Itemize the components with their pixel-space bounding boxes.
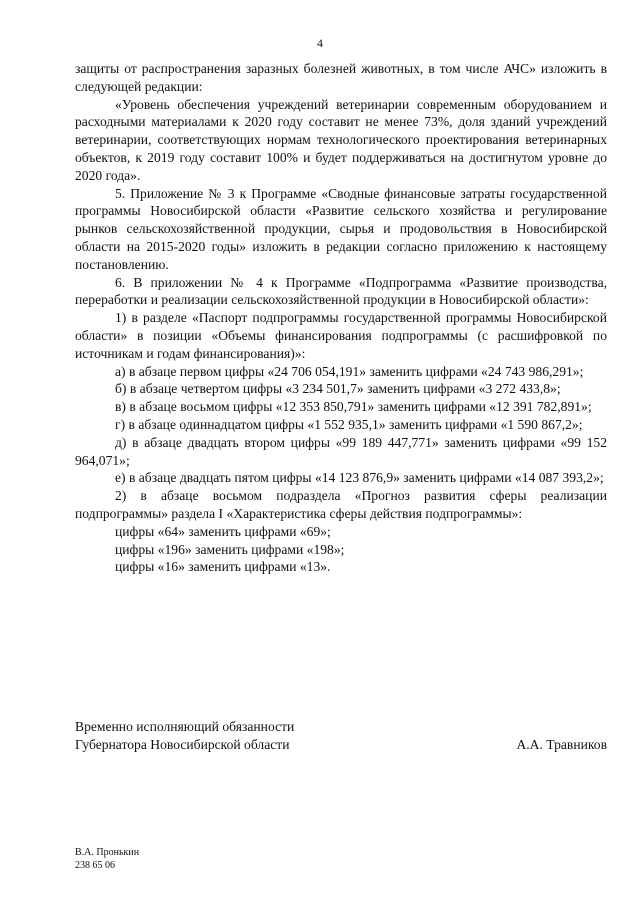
paragraph: 1) в разделе «Паспорт подпрограммы государственной программы Новосибирской области» в позиции «Объемы финансирования подпрограммы (с расшифровкой по источникам и годам финансирования)»: bbox=[75, 310, 607, 361]
paragraph: «Уровень обеспечения учреждений ветеринарии современным оборудованием и расходными материалами к 2020 году составит не менее 73%, доля зданий учреждений ветеринарии, соответствующих нормам технологического проектирования ветеринарных объектов, к 2019 году составит 100% и будет поддерживаться на достигнутом уровне до 2020 года». bbox=[75, 96, 607, 183]
page-number: 4 bbox=[317, 36, 323, 50]
paragraph: е) в абзаце двадцать пятом цифры «14 123 876,9» заменить цифрами «14 087 393,2»; bbox=[115, 470, 604, 486]
signature-title-line2: Губернатора Новосибирской области bbox=[75, 737, 290, 752]
paragraph: б) в абзаце четвертом цифры «3 234 501,7» заменить цифрами «3 272 433,8»; bbox=[115, 381, 561, 397]
paragraph: 6. В приложении № 4 к Программе «Подпрограмма «Развитие производства, переработки и реализации сельскохозяйственной продукции в Новосибирской области»: bbox=[75, 274, 607, 308]
signatory-name: А.А. Травников bbox=[516, 737, 607, 752]
paragraph: 5. Приложение № 3 к Программе «Сводные финансовые затраты государственной программы Новосибирской области «Развитие сельского хозяйства и регулирование рынков сельскохозяйственной продукции, сырья и продовольствия в Новосибирской области на 2015-2020 годы» изложить в редакции согласно приложению к настоящему постановлению. bbox=[75, 185, 607, 272]
paragraph: в) в абзаце восьмом цифры «12 353 850,791» заменить цифрами «12 391 782,891»; bbox=[115, 399, 592, 415]
paragraph: цифры «196» заменить цифрами «198»; bbox=[115, 541, 345, 557]
executor-block bbox=[75, 846, 139, 872]
executor-phone: 238 65 06 bbox=[75, 860, 115, 871]
executor-name: В.А. Пронькин bbox=[75, 847, 140, 858]
paragraph: 2) в абзаце восьмом подраздела «Прогноз развития сферы реализации подпрограммы» раздела I «Характеристика сферы действия подпрограммы»: bbox=[75, 488, 607, 521]
paragraph: г) в абзаце одиннадцатом цифры «1 552 935,1» заменить цифрами «1 590 867,2»; bbox=[115, 416, 583, 432]
paragraph: д) в абзаце двадцать втором цифры «99 189 447,771» заменить цифрами «99 152 964,071»; bbox=[75, 434, 607, 468]
paragraph: а) в абзаце первом цифры «24 706 054,191» заменить цифрами «24 743 986,291»; bbox=[115, 363, 584, 379]
paragraph: защиты от распространения заразных болезней животных, в том числе АЧС» изложить в следующей редакции: bbox=[75, 61, 607, 94]
signature-title-line1: Временно исполняющий обязанности bbox=[75, 719, 295, 734]
signature-block bbox=[75, 718, 607, 754]
paragraph: цифры «64» заменить цифрами «69»; bbox=[115, 523, 331, 539]
paragraph: цифры «16» заменить цифрами «13». bbox=[115, 559, 331, 575]
document-body bbox=[75, 60, 607, 576]
